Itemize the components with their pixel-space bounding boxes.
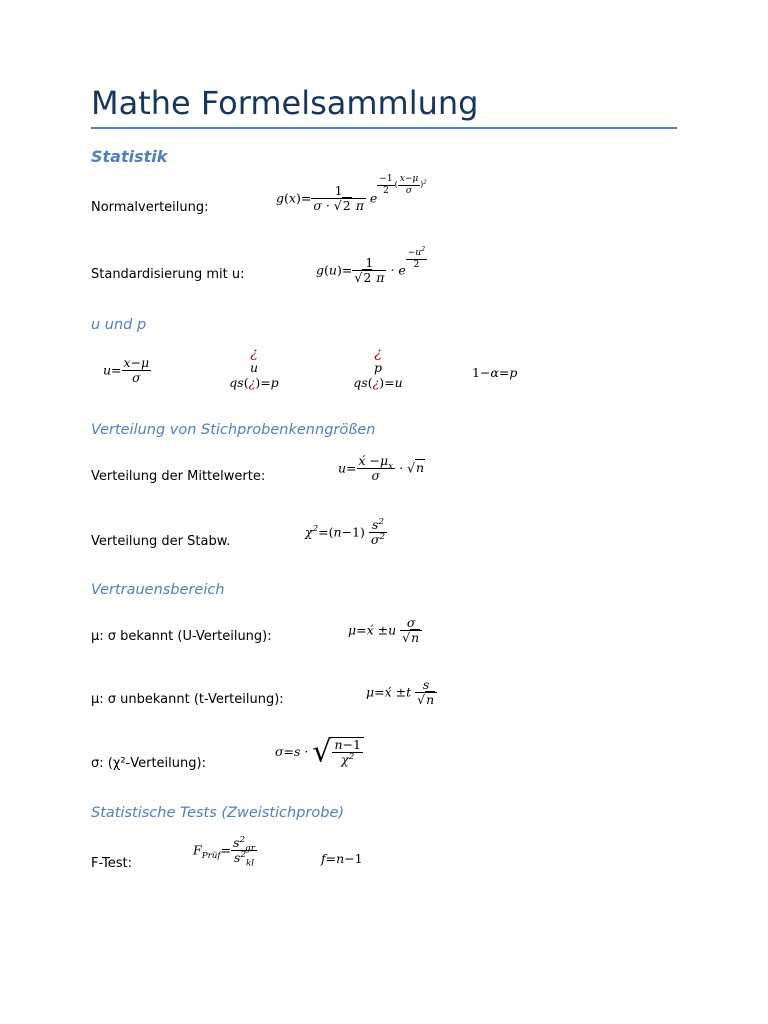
formula-sigma-bekannt: μ=x́ ±u $\frac{\sigma}{√n}$ — [348, 616, 422, 646]
formula-sigma-unbekannt: μ=x́ ±t $\frac{s}{√n}$ — [366, 678, 437, 708]
formula-normalverteilung: g(x)= $\frac{1}{\sigma \cdot √2 \pi}$ e $^{\frac{-1}{2} ( \frac{x-\mu}{\sigma} )^2}$ — [276, 174, 427, 214]
placeholder-glyph: ¿ — [372, 375, 380, 390]
label-normalverteilung: Normalverteilung: — [91, 200, 209, 215]
formula-ftest: $F_{Prüf}=$ $\frac{s^2_{gr}}{s^2_{kl}}$ — [193, 834, 255, 869]
label-mittelwerte: Verteilung der Mittelwerte: — [91, 469, 266, 484]
placeholder-glyph: ¿ — [250, 345, 258, 361]
placeholder-glyph: ¿ — [248, 375, 256, 390]
section-heading-verteilung: Verteilung von Stichprobenkenngrößen — [91, 422, 376, 438]
label-standardisierung: Standardisierung mit u: — [91, 267, 245, 282]
label-sigma-bekannt: µ: σ bekannt (U-Verteilung): — [91, 629, 272, 644]
formula-u-definition: u= $\frac{x-\mu}{\sigma}$ — [103, 355, 150, 386]
formula-mittelwerte: u= $\frac{x́ -\mu_x}{\sigma}$ · √n — [338, 453, 425, 484]
formula-chi-verteilung: σ=s · √ $\frac{n-1}{\chi^2}$ — [275, 737, 364, 768]
label-chi-verteilung: σ: (χ²-Verteilung): — [91, 756, 206, 771]
formula-stabw: $\chi^2=(n-1)$ $\frac{s^2}{\sigma^2}$ — [305, 516, 386, 548]
label-sigma-unbekannt: µ: σ unbekannt (t-Verteilung): — [91, 692, 284, 707]
placeholder-glyph: ¿ — [374, 345, 382, 361]
formula-alpha-p: 1−α=p — [472, 365, 518, 380]
formula-qs-p: ¿ u qs(¿)=p — [223, 346, 285, 391]
label-ftest: F-Test: — [91, 856, 132, 871]
section-heading-u-und-p: u und p — [91, 317, 147, 333]
section-heading-tests: Statistische Tests (Zweistichprobe) — [91, 805, 345, 821]
section-heading-statistik: Statistik — [91, 147, 168, 166]
label-stabw: Verteilung der Stabw. — [91, 534, 231, 549]
formula-qs-u: ¿ p qs(¿)=u — [347, 346, 409, 391]
section-heading-vertrauensbereich: Vertrauensbereich — [91, 582, 225, 598]
formula-ftest-freiheitsgrade: f=n−1 — [321, 851, 363, 866]
formula-standardisierung: g(u)= $\frac{1}{√2 \pi}$ · e $^{\frac{-u^2}{2}}$ — [316, 246, 426, 286]
page-title: Mathe Formelsammlung — [91, 84, 479, 122]
title-divider — [91, 127, 677, 129]
